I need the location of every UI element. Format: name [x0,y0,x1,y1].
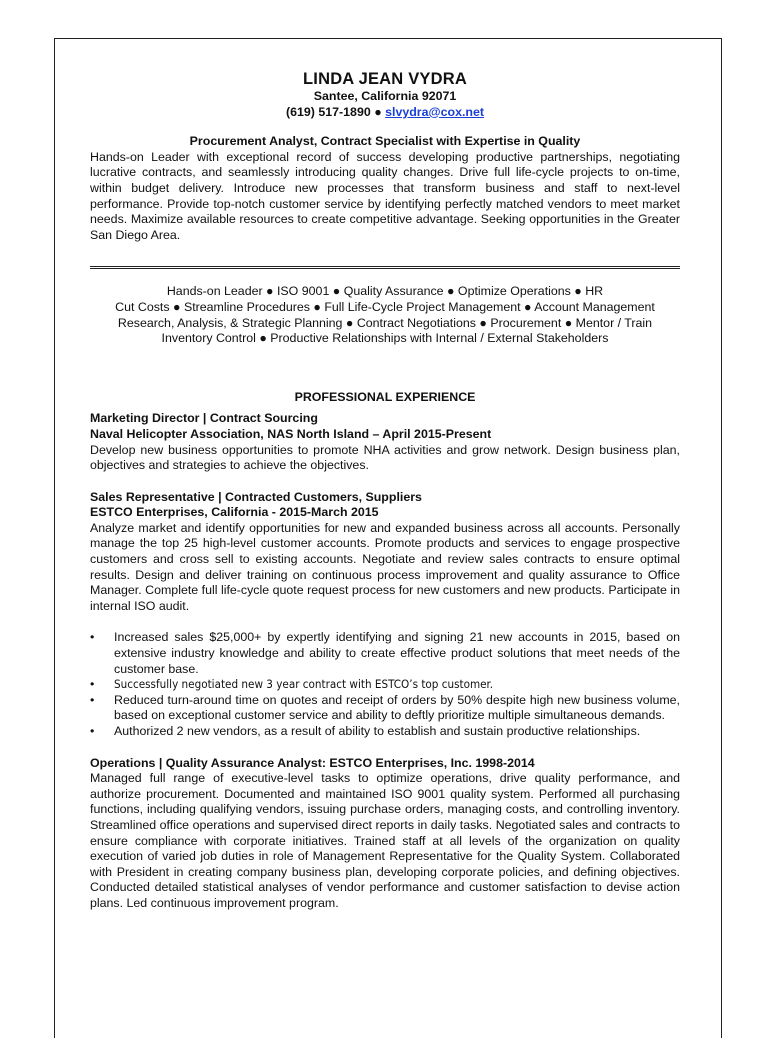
bullet-icon: • [90,724,95,738]
candidate-name: LINDA JEAN VYDRA [303,70,467,88]
achievement-text: Increased sales $25,000+ by expertly identifying and signing 21 new accounts in 2015, based on extensive industry knowledge and ability to create effective product solutions that meet needs of the customer base. [114,630,680,676]
skills-block [90,284,680,346]
achievement-text: Successfully negotiated new 3 year contract with ESTCO’s top customer. [114,677,494,692]
bullet-icon: • [90,677,95,692]
double-divider [90,266,680,269]
location: Santee, California 92071 [313,89,457,103]
achievement-text: Reduced turn-around time on quotes and receipt of orders by 50% despite high new business volume, based on exceptional customer service and ability to deftly prioritize multiple simultaneous demands. [114,692,680,723]
resume-document [90,69,680,912]
job-entry [90,411,680,473]
job-title: Marketing Director | Contract Sourcing [90,411,318,426]
achievement-list [90,630,680,739]
bullet-icon: • [90,630,95,645]
job-entry [90,756,680,912]
job-description: Analyze market and identify opportunities for new and expanded business across all accounts. Personally manage the top 25 high-level customer accounts. Promote products and services to engage prospective customers and cross sell to existing accounts. Negotiate and review sales contracts to ensure optimal results. Design and deliver training on continuous process improvement and quality assurance to Office Manager. Complete full life-cycle quote request process for new customers and new products. Participate in internal ISO audit. [90,520,680,613]
achievement-item [90,630,680,677]
skills-line: Hands-on Leader ● ISO 9001 ● Quality Assurance ● Optimize Operations ● HR [166,284,604,299]
achievement-text: Authorized 2 new vendors, as a result of ability to establish and sustain productive relationships. [114,724,641,738]
job-description: Managed full range of executive-level tasks to optimize operations, drive quality performance, and authorize procurement. Documented and maintained ISO 9001 quality system. Performed all purchasing functions, including qualifying vendors, issuing purchase orders, managing costs, and controlling inventory. Streamlined office operations and supervised direct reports in daily tasks. Negotiated sales and contracts to ensure compliance with corporate initiatives. Trained staff at all levels of the organization on quality execution of varied job duties in role of Management Representative for the Quality System. Collaborated with President in creating company business plan, developing corporate policies, and defining objectives. Conducted detailed statistical analyses of vendor performance and customer satisfaction to devise action plans. Led continuous improvement program. [90,771,680,910]
achievement-item [90,677,680,693]
bullet-icon: • [90,692,95,707]
achievement-item [90,724,680,740]
summary-text: Hands-on Leader with exceptional record of success developing productive partnerships, negotiating lucrative contracts, and seamlessly introducing quality changes. Drive full life-cycle projects to on-time, within budget delivery. Introduce new processes that transform business and staff to next-level performance. Provide top-notch customer service by identifying perfectly matched vendors to meet market needs. Maximize available resources to create competitive advantage. Seeking opportunities in the Greater San Diego Area. [90,149,680,242]
section-title-experience: PROFESSIONAL EXPERIENCE [294,389,476,404]
contact-line [90,105,680,121]
achievement-item [90,693,680,724]
skills-line: Inventory Control ● Productive Relationships with Internal / External Stakeholders [161,331,609,346]
skills-line: Research, Analysis, & Strategic Planning ● Contract Negotiations ● Procurement ● Mentor / Train [117,315,653,330]
job-title: Sales Representative | Contracted Customers, Suppliers [90,489,422,504]
job-organization: Naval Helicopter Association, NAS North Island – April 2015-Present [90,426,492,441]
job-organization: ESTCO Enterprises, California - 2015-March 2015 [90,505,379,520]
separator-dot: ● [374,104,382,119]
summary-headline: Procurement Analyst, Contract Specialist with Expertise in Quality [189,134,581,149]
job-entry [90,490,680,740]
job-title: Operations | Quality Assurance Analyst: ESTCO Enterprises, Inc. 1998-2014 [90,755,535,770]
phone: (619) 517-1890 [286,104,371,119]
email-link[interactable]: slvydra@cox.net [385,104,484,119]
skills-line: Cut Costs ● Streamline Procedures ● Full Life-Cycle Project Management ● Account Management [115,299,655,314]
job-description: Develop new business opportunities to promote NHA activities and grow network. Design business plan, objectives and strategies to achieve the objectives. [90,442,680,473]
